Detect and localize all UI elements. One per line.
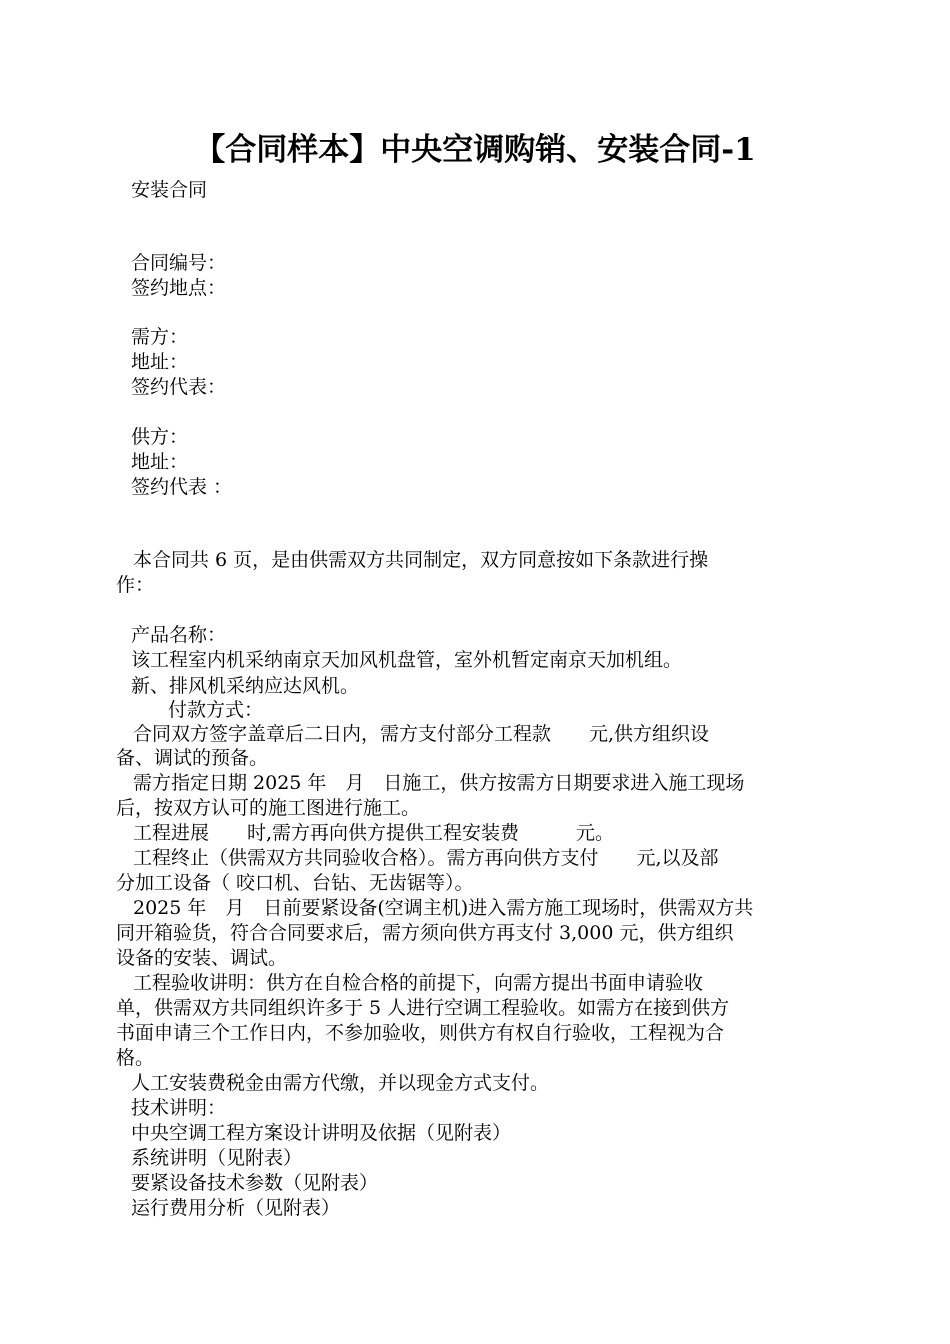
body-line: 书面申请三个工作日内，不参加验收，则供方有权自行验收，工程视为合 bbox=[116, 1022, 725, 1044]
body-line: 系统讲明（见附表） bbox=[131, 1147, 303, 1169]
buyer-address-label: 地址： bbox=[131, 351, 189, 373]
body-line: 中央空调工程方案设计讲明及依据（见附表） bbox=[131, 1122, 512, 1144]
body-line: 工程进展 时,需方再向供方提供工程安装费 元。 bbox=[133, 822, 615, 844]
body-line: 设备的安装、调试。 bbox=[116, 947, 288, 969]
contract-number-label: 合同编号： bbox=[131, 252, 227, 274]
body-line: 人工安装费税金由需方代缴，并以现金方式支付。 bbox=[131, 1072, 550, 1094]
body-line: 新、排风机采纳应达风机。 bbox=[131, 675, 360, 697]
sign-place-label: 签约地点： bbox=[131, 277, 227, 299]
buyer-party-label: 需方： bbox=[131, 326, 189, 348]
body-line: 分加工设备（ 咬口机、台钻、无齿锯等）。 bbox=[116, 872, 474, 894]
body-line: 技术讲明： bbox=[131, 1097, 227, 1119]
document-subtitle: 安装合同 bbox=[131, 179, 208, 201]
supplier-party-label: 供方： bbox=[131, 426, 189, 448]
body-line: 本合同共 6 页，是由供需双方共同制定，双方同意按如下条款进行操 bbox=[133, 549, 709, 571]
body-line: 运行费用分析（见附表） bbox=[131, 1197, 341, 1219]
body-line: 工程终止（供需双方共同验收合格）。需方再向供方支付 元,以及部 bbox=[133, 847, 719, 869]
body-line: 该工程室内机采纳南京天加风机盘管，室外机暂定南京天加机组。 bbox=[131, 649, 683, 671]
body-line: 作： bbox=[116, 574, 155, 596]
body-line: 合同双方签字盖章后二日内，需方支付部分工程款 元,供方组织设 bbox=[133, 723, 710, 745]
buyer-rep-label: 签约代表： bbox=[131, 376, 227, 398]
body-line: 后，按双方认可的施工图进行施工。 bbox=[116, 797, 421, 819]
body-line: 要紧设备技术参数（见附表） bbox=[131, 1172, 379, 1194]
document-title: 【合同样本】中央空调购销、安装合同-1 bbox=[194, 132, 756, 168]
supplier-rep-label: 签约代表 ： bbox=[131, 476, 233, 498]
body-line: 需方指定日期 2025 年 月 日施工，供方按需方日期要求进入施工现场 bbox=[133, 772, 745, 794]
body-line: 同开箱验货，符合合同要求后，需方须向供方再支付 3,000 元，供方组织 bbox=[116, 922, 734, 944]
body-line: 工程验收讲明：供方在自检合格的前提下，向需方提出书面申请验收 bbox=[133, 972, 704, 994]
body-line: 格。 bbox=[116, 1047, 155, 1069]
supplier-address-label: 地址： bbox=[131, 451, 189, 473]
body-line: 单，供需双方共同组织许多于 5 人进行空调工程验收。如需方在接到供方 bbox=[116, 997, 730, 1019]
body-line: 备、调试的预备。 bbox=[116, 747, 269, 769]
body-line: 付款方式： bbox=[168, 699, 264, 721]
body-line: 产品名称： bbox=[131, 624, 227, 646]
body-line: 2025 年 月 日前要紧设备(空调主机)进入需方施工现场时，供需双方共 bbox=[133, 897, 754, 919]
